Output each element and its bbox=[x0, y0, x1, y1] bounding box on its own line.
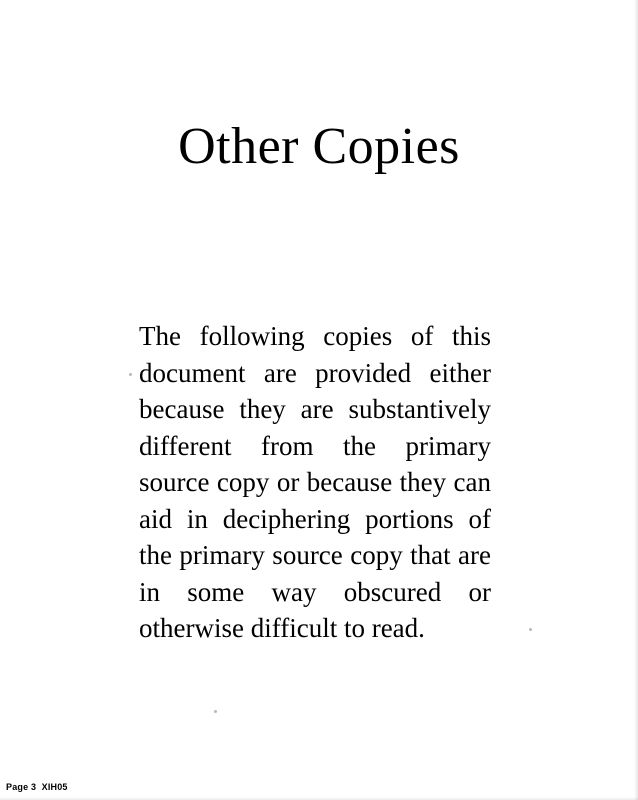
body-paragraph: The following copies of this document are provided either because they are substantively different from the primary source copy or because they can aid in deciphering portions of the primary source copy that are in some way obscured or otherwise difficult to read. bbox=[139, 321, 491, 643]
body-text-block bbox=[139, 318, 491, 647]
scan-artifact-dot bbox=[129, 373, 132, 376]
page-title: Other Copies bbox=[178, 118, 460, 175]
scan-artifact-dot bbox=[529, 628, 532, 631]
scan-artifact-dot bbox=[214, 710, 217, 713]
page-edge-shadow bbox=[634, 0, 638, 800]
page-footer-label: Page 3 XIH05 bbox=[6, 782, 68, 792]
